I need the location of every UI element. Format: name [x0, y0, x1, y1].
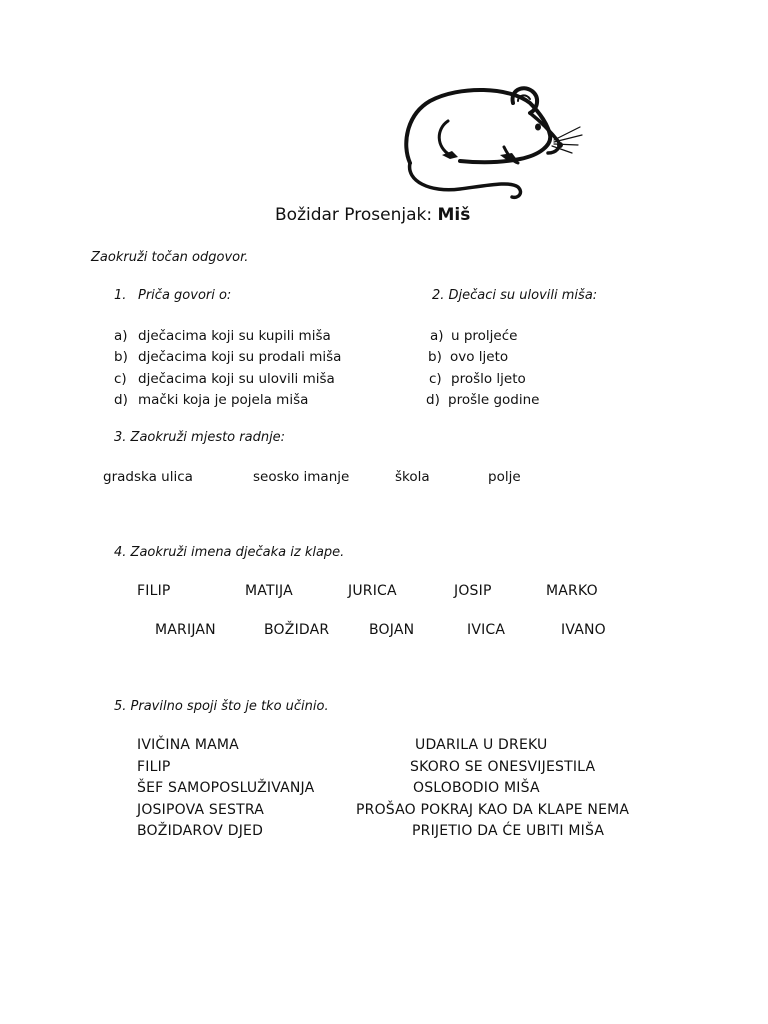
q4-name: MARKO: [546, 583, 598, 599]
instruction: Zaokruži točan odgovor.: [91, 250, 249, 265]
q4-name: MARIJAN: [155, 622, 216, 638]
q4-question: 4. Zaokruži imena dječaka iz klape.: [114, 545, 345, 560]
q4-name: BOJAN: [369, 622, 415, 638]
q5-action: PRIJETIO DA ĆE UBITI MIŠA: [412, 823, 605, 839]
q1-option-text: dječacima koji su prodali miša: [138, 349, 342, 365]
q2-option-text: u proljeće: [451, 328, 518, 344]
q5-action: OSLOBODIO MIŠA: [413, 780, 540, 796]
title-work: Miš: [437, 205, 471, 225]
q2-option-letter: a): [430, 328, 444, 344]
q4-name: FILIP: [137, 583, 171, 599]
q4-name: IVICA: [467, 622, 506, 638]
q4-name: JURICA: [348, 583, 397, 599]
q2-option-letter: c): [429, 371, 442, 387]
mouse-illustration: [400, 85, 585, 200]
q5-action: SKORO SE ONESVIJESTILA: [410, 759, 596, 775]
q5-question: 5. Pravilno spoji što je tko učinio.: [114, 699, 329, 714]
q2-option-letter: b): [428, 349, 442, 365]
q1-option-letter: a): [114, 328, 128, 344]
q5-person: ŠEF SAMOPOSLUŽIVANJA: [137, 780, 315, 796]
q2-question: 2. Dječaci su ulovili miša:: [432, 288, 598, 303]
q4-name: IVANO: [561, 622, 606, 638]
q2-option-text: prošlo ljeto: [451, 371, 526, 387]
q5-person: BOŽIDAROV DJED: [137, 823, 264, 839]
q4-name: MATIJA: [245, 583, 293, 599]
q2-option-text: ovo ljeto: [450, 349, 509, 365]
q4-name: JOSIP: [454, 583, 492, 599]
q1-number: 1.: [114, 288, 127, 303]
q3-option: polje: [488, 469, 521, 485]
q5-person: JOSIPOVA SESTRA: [137, 802, 264, 818]
page-title: [275, 205, 470, 225]
q4-name: BOŽIDAR: [264, 622, 330, 638]
q2-option-letter: d): [426, 392, 440, 408]
q5-action: UDARILA U DREKU: [415, 737, 548, 753]
q1-option-text: mački koja je pojela miša: [138, 392, 309, 408]
q3-option: škola: [395, 469, 430, 485]
q1-option-text: dječacima koji su ulovili miša: [138, 371, 335, 387]
q1-option-letter: b): [114, 349, 128, 365]
q1-option-letter: d): [114, 392, 128, 408]
title-author: Božidar Prosenjak:: [275, 205, 433, 225]
q1-option-text: dječacima koji su kupili miša: [138, 328, 331, 344]
q1-question: Priča govori o:: [138, 288, 232, 303]
q5-action: PROŠAO POKRAJ KAO DA KLAPE NEMA: [356, 802, 630, 818]
q1-option-letter: c): [114, 371, 127, 387]
q3-option: seosko imanje: [253, 469, 350, 485]
q2-option-text: prošle godine: [448, 392, 540, 408]
q3-question: 3. Zaokruži mjesto radnje:: [114, 430, 286, 445]
q5-person: IVIČINA MAMA: [137, 737, 239, 753]
q5-person: FILIP: [137, 759, 171, 775]
q3-option: gradska ulica: [103, 469, 193, 485]
